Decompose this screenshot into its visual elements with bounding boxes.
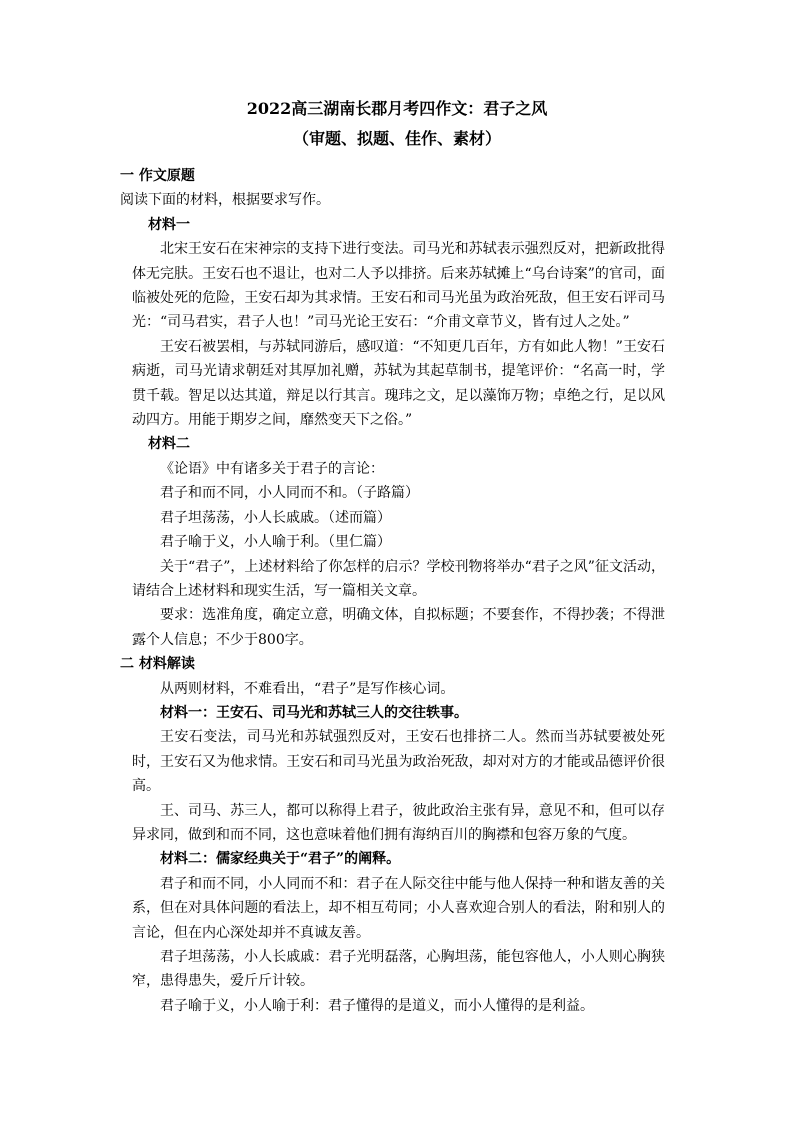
material-two-label: 材料二 [148, 436, 190, 453]
material-one-label: 材料一 [148, 216, 190, 233]
document-title: 2022高三湖南长郡月考四作文：君子之风 [246, 99, 548, 118]
material-one-paragraph-2: 王安石被罢相，与苏轼同游后，感叹道：“不知更几百年，方有如此人物！”王安石病逝，司马光请求朝廷对其厚加礼赠，苏轼为其起草制书，提笔评价：“名高一时，学贯千载。智足以达其道，辩足以行其言。瑰玮之文，足以藻饰万物；卓绝之行，足以风动四方。用能于期岁之间，靡然变天下之俗。” [132, 338, 665, 429]
document-subtitle: （审题、拟题、佳作、素材） [292, 129, 501, 148]
material-one-paragraph-1: 北宋王安石在宋神宗的支持下进行变法。司马光和苏轼表示强烈反对，把新政批得体无完肤。王安石也不退让，也对二人予以排挤。后来苏轼摊上“乌台诗案”的官司，面临被处死的危险，王安石却为其求情。王安石和司马光虽为政治死敌，但王安石评司马光：“司马君实，君子人也！”司马光论王安石：“介甫文章节义，皆有过人之处。” [132, 241, 665, 331]
analects-quote-3: 君子喻于义，小人喻于利。（里仁篇） [160, 534, 391, 551]
section-heading-material-analysis: 二 材料解读 [120, 656, 195, 673]
section-heading-original-prompt: 一 作文原题 [120, 168, 195, 184]
analysis-paragraph-4: 君子和而不同，小人同而不和：君子在人际交往中能与他人保持一种和谐友善的关系，但在对具体问题的看法上，却不相互苟同；小人喜欢迎合别人的看法，附和别人的言论，但在内心深处却并不真诚友善。 [132, 875, 665, 941]
writing-prompt: 关于“君子”，上述材料给了你怎样的启示？学校刊物将举办“君子之风”征文活动，请结合上述材料和现实生活，写一篇相关文章。 [132, 558, 665, 599]
analysis-paragraph-3: 王、司马、苏三人，都可以称得上君子，彼此政治主张有异，意见不和，但可以存异求同，做到和而不同，这也意味着他们拥有海纳百川的胸襟和包容万象的气度。 [132, 802, 665, 843]
analysis-paragraph-6: 君子喻于义，小人喻于利：君子懂得的是道义，而小人懂得的是利益。 [160, 997, 594, 1014]
document-body [120, 164, 665, 1018]
analects-quote-1: 君子和而不同，小人同而不和。（子路篇） [160, 485, 419, 502]
material-two-intro: 《论语》中有诸多关于君子的言论： [160, 460, 384, 477]
analysis-heading-material-one: 材料一：王安石、司马光和苏轼三人的交往轶事。 [160, 704, 468, 721]
analysis-paragraph-5: 君子坦荡荡，小人长戚戚：君子光明磊落，心胸坦荡，能包容他人，小人则心胸狭窄，患得患失，爱斤斤计较。 [132, 949, 665, 990]
writing-requirements: 要求：选准角度，确定立意，明确文体，自拟标题；不要套作，不得抄袭；不得泄露个人信息；不少于800字。 [132, 607, 665, 648]
analysis-paragraph-1: 从两则材料，不难看出，“君子”是写作核心词。 [160, 680, 455, 697]
analysis-heading-material-two: 材料二：儒家经典关于“君子”的阐释。 [160, 851, 401, 868]
intro-text: 阅读下面的材料，根据要求写作。 [120, 192, 330, 209]
analects-quote-2: 君子坦荡荡，小人长戚戚。（述而篇） [160, 509, 391, 526]
analysis-paragraph-2: 王安石变法，司马光和苏轼强烈反对，王安石也排挤二人。然而当苏轼要被处死时，王安石又为他求情。王安石和司马光虽为政治死敌，却对对方的才能或品德评价很高。 [132, 729, 665, 795]
